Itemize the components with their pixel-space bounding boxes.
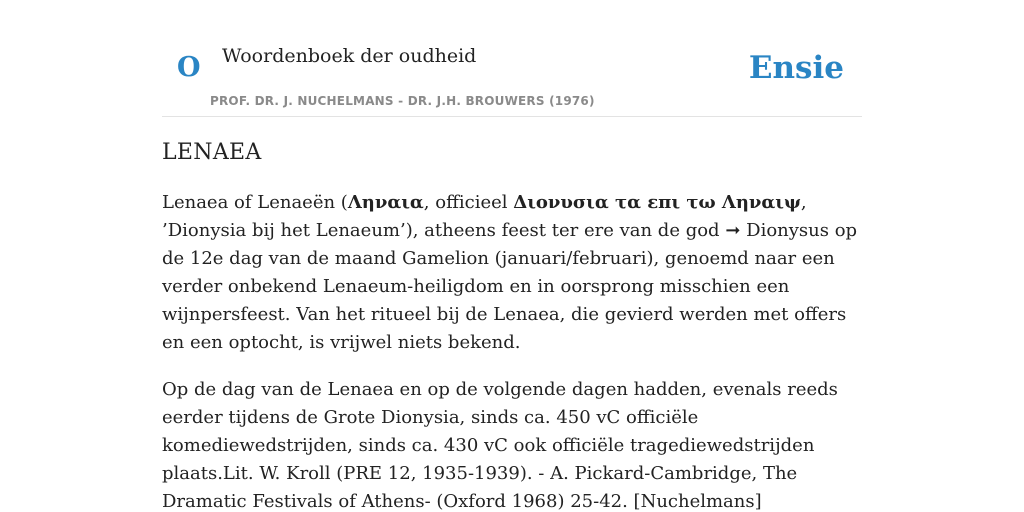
text-segment: , officieel: [423, 192, 514, 213]
greek-term: Ληναια: [347, 192, 424, 213]
entry-paragraph-1: [162, 189, 866, 357]
header: [162, 0, 862, 117]
cross-reference-link[interactable]: [725, 220, 829, 241]
book-title[interactable]: Woordenboek der oudheid: [222, 45, 477, 67]
letter-index[interactable]: O: [177, 52, 201, 83]
entry-paragraph-2: Op de dag van de Lenaea en op de volgende dagen hadden, evenals reeds eerder tijdens de Grote Dionysia, sinds ca. 450 vC officiële komediewedstrijden, sinds ca. 430 vC ook officiële tragediewedstrijden plaats.Lit. W. Kroll (PRE 12, 1935-1939). - A. Pickard-Cambridge, The Dramatic Festivals of Athens- (Oxford 1968) 25-42. [Nuchelmans]: [162, 379, 838, 512]
brand-logo[interactable]: Ensie: [748, 50, 844, 86]
text-segment: Lenaea of Lenaeën (: [162, 192, 348, 213]
entry-title: LENAEA: [162, 140, 262, 165]
greek-term-official: Διονυσια τα επι τω Ληναιψ: [513, 192, 801, 213]
entry-content: [162, 140, 866, 512]
text-segment: , ’Dionysia bij het Lenaeum’), atheens feest ter ere van de god: [162, 192, 807, 241]
book-authors: PROF. DR. J. NUCHELMANS - DR. J.H. BROUWERS (1976): [210, 94, 595, 108]
cross-reference-label: Dionysus: [746, 220, 829, 241]
arrow-icon: ➞: [725, 220, 741, 241]
text-segment: op de 12e dag van de maand Gamelion (januari/februari), genoemd naar een verder onbekend Lenaeum-heiligdom en in oorsprong misschien een wijnpersfeest. Van het ritueel bij de Lenaea, die gevierd werden met offers en een optocht, is vrijwel niets bekend.: [162, 220, 858, 353]
